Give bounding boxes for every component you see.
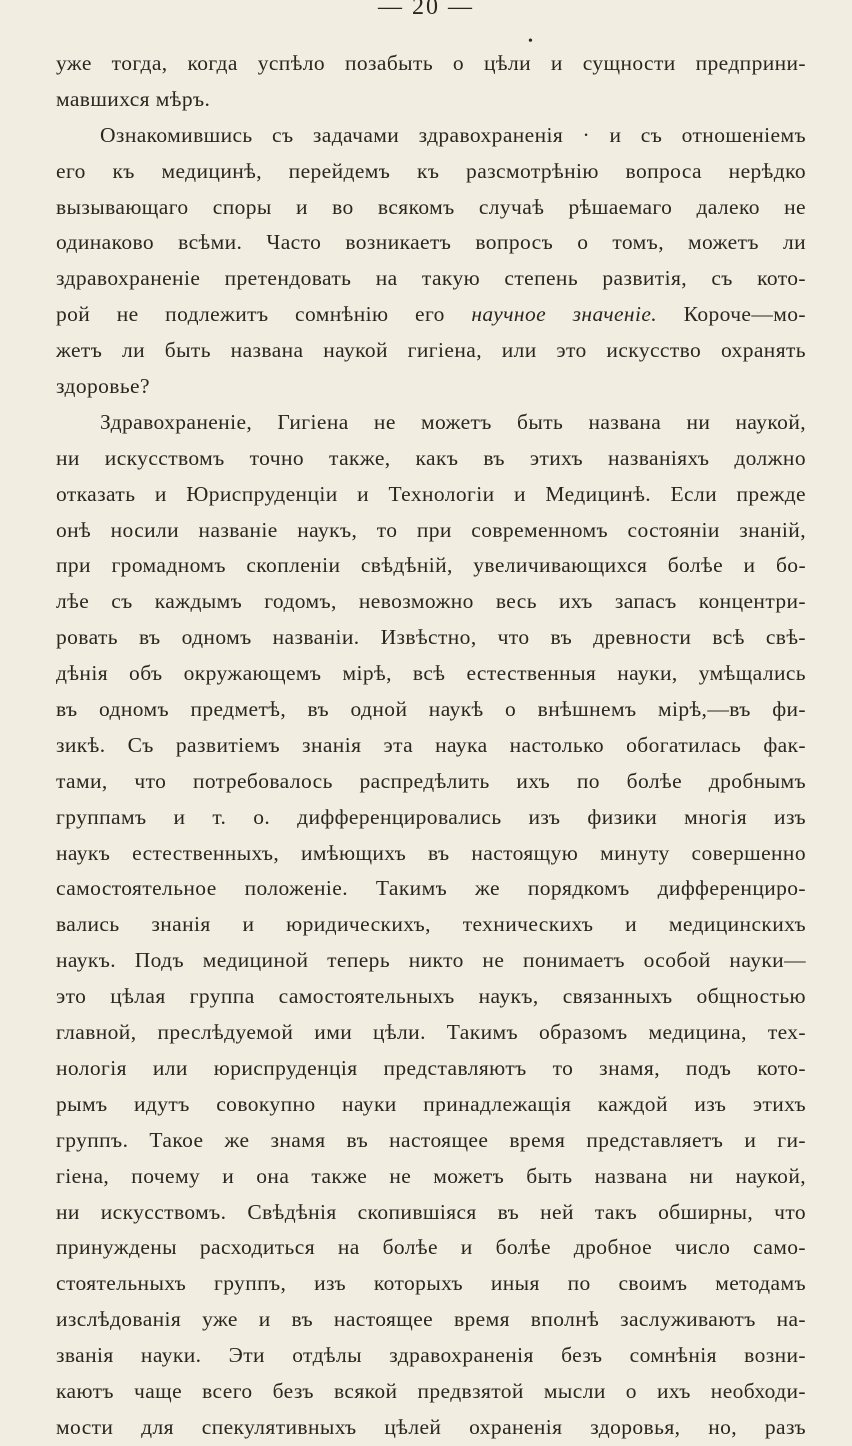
text-line-mixed bbox=[56, 297, 806, 333]
text-line: одинаково всѣми. Часто возникаетъ вопросъ о томъ, можетъ ли bbox=[56, 230, 806, 255]
text-line: мости для спекулятивныхъ цѣлей охраненія здоровья, но, разъ bbox=[56, 1414, 806, 1439]
text-line: званія науки. Эти отдѣлы здравохраненія безъ сомнѣнія возни- bbox=[56, 1343, 806, 1368]
text-line: это цѣлая группа самостоятельныхъ наукъ, связанныхъ общностью bbox=[56, 984, 806, 1009]
text-line: здравохраненіе претендовать на такую степень развитія, съ кото- bbox=[56, 266, 806, 291]
text-line: при громадномъ скопленіи свѣдѣній, увеличивающихся болѣе и бо- bbox=[56, 553, 806, 578]
text-line: главной, преслѣдуемой ими цѣли. Такимъ образомъ медицина, тех- bbox=[56, 1020, 806, 1045]
text-line: его къ медицинѣ, перейдемъ къ разсмотрѣнію вопроса нерѣдко bbox=[56, 158, 806, 183]
text-line: ни искусствомъ точно также, какъ въ этихъ названіяхъ должно bbox=[56, 445, 806, 470]
text-line: уже тогда, когда успѣло позабыть о цѣли и сущности предприни- bbox=[56, 51, 806, 75]
text-line: стоятельныхъ группъ, изъ которыхъ иныя по своимъ методамъ bbox=[56, 1271, 806, 1296]
text-segment: Короче—мо- bbox=[683, 302, 806, 327]
text-line: изслѣдованія уже и въ настоящее время вполнѣ заслуживаютъ на- bbox=[56, 1307, 806, 1332]
text-line: рымъ идутъ совокупно науки принадлежащія каждой изъ этихъ bbox=[56, 1091, 806, 1116]
text-line: въ одномъ предметѣ, въ одной наукѣ о внѣшнемъ мірѣ,—въ фи- bbox=[56, 697, 806, 722]
text-line: онѣ носили названіе наукъ, то при современномъ состояніи знаній, bbox=[56, 517, 806, 542]
ink-dot: • bbox=[528, 34, 533, 49]
text-line: группъ. Такое же знамя въ настоящее время представляетъ и ги- bbox=[56, 1127, 806, 1152]
text-line: самостоятельное положеніе. Такимъ же порядкомъ дифференциро- bbox=[56, 876, 806, 901]
text-line: ни искусствомъ. Свѣдѣнія скопившіяся въ ней такъ обширны, что bbox=[56, 1199, 806, 1224]
text-line: наукъ естественныхъ, имѣющихъ въ настоящую минуту совершенно bbox=[56, 840, 806, 865]
text-segment: рой не подлежитъ сомнѣнію его bbox=[56, 302, 445, 327]
text-line: принуждены расходиться на болѣе и болѣе дробное число само- bbox=[56, 1235, 806, 1260]
page-number: — 20 — bbox=[378, 0, 474, 20]
text-line: вызывающаго споры и во всякомъ случаѣ рѣшаемаго далеко не bbox=[56, 194, 806, 219]
text-line: гіена, почему и она также не можетъ быть названа ни наукой, bbox=[56, 1163, 806, 1188]
text-line: вались знанія и юридическихъ, техническихъ и медицинскихъ bbox=[56, 912, 806, 937]
page-text bbox=[56, 46, 806, 1446]
emphasized-text: научное значеніе. bbox=[471, 302, 658, 327]
text-line: мавшихся мѣръ. bbox=[56, 86, 211, 111]
text-line: лѣе съ каждымъ годомъ, невозможно весь ихъ запасъ концентри- bbox=[56, 589, 806, 614]
text-line: тами, что потребовалось распредѣлить ихъ по болѣе дробнымъ bbox=[56, 768, 806, 793]
text-line: наукъ. Подъ медициной теперь никто не понимаетъ особой науки— bbox=[56, 948, 806, 973]
text-line: каютъ чаще всего безъ всякой предвзятой мысли о ихъ необходи- bbox=[56, 1378, 806, 1403]
text-line: дѣнія объ окружающемъ мірѣ, всѣ естественныя науки, умѣщались bbox=[56, 661, 806, 686]
text-line: группамъ и т. о. дифференцировались изъ физики многія изъ bbox=[56, 804, 806, 829]
text-line: нологія или юриспруденція представляютъ то знамя, подъ кото- bbox=[56, 1055, 806, 1080]
text-line: Здравохраненіе, Гигіена не можетъ быть названа ни наукой, bbox=[100, 409, 806, 434]
text-line: отказать и Юриспруденціи и Технологіи и Медицинѣ. Если прежде bbox=[56, 481, 806, 506]
text-line: зикѣ. Съ развитіемъ знанія эта наука настолько обогатилась фак- bbox=[56, 732, 806, 757]
text-line: жетъ ли быть названа наукой гигіена, или это искусство охранять bbox=[56, 338, 806, 363]
text-line: ровать въ одномъ названіи. Извѣстно, что въ древности всѣ свѣ- bbox=[56, 625, 806, 650]
text-line: здоровье? bbox=[56, 374, 150, 399]
text-line: Ознакомившись съ задачами здравохраненія · и съ отношеніемъ bbox=[100, 122, 806, 147]
